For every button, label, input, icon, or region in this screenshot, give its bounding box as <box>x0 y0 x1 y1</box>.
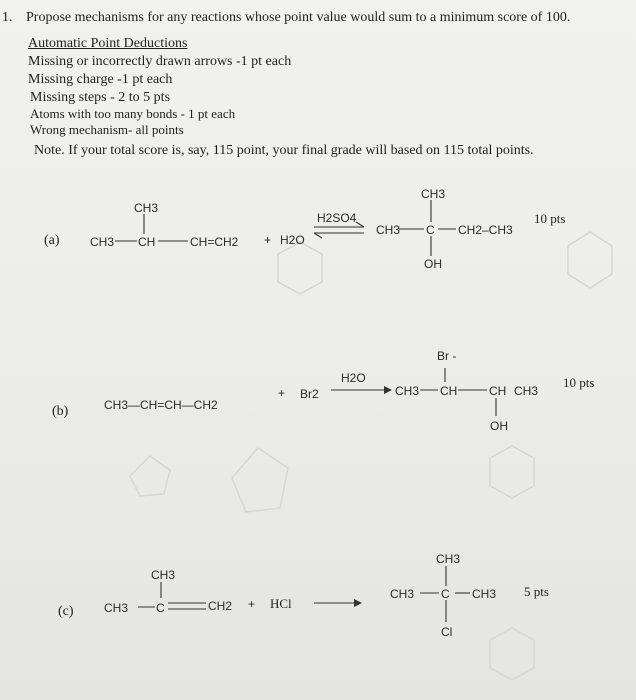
acid-catalyst: H2SO4 <box>317 211 357 225</box>
deductions-title: Automatic Point Deductions <box>28 36 188 51</box>
ethyl-chain: CH2–CH3 <box>458 223 513 237</box>
vinyl-group: CH=CH2 <box>190 235 239 249</box>
methine-carbon: CH <box>138 235 156 249</box>
points-value-c: 5 pts <box>524 584 549 599</box>
methyl-group: CH3 <box>104 601 129 615</box>
methyl-substituent: CH3 <box>134 201 159 215</box>
deduction-item: Missing charge -1 pt each <box>28 72 173 87</box>
reaction-label-a: (a) <box>44 233 60 248</box>
hcl-reagent: HCl <box>270 596 292 611</box>
hydroxyl-group: OH <box>424 257 442 271</box>
plus-sign: + <box>278 386 286 400</box>
deduction-item: Wrong mechanism- all points <box>30 122 184 137</box>
reaction-label-c: (c) <box>58 604 74 619</box>
points-value-b: 10 pts <box>563 375 595 390</box>
chlorine-substituent: Cl <box>441 625 453 639</box>
hydroxyl-group: OH <box>490 419 508 433</box>
methyl-substituent: CH3 <box>436 552 461 566</box>
terminal-methyl: CH3 <box>514 384 539 398</box>
methyl-group: CH3 <box>395 384 420 398</box>
deduction-item: Missing steps - 2 to 5 pts <box>30 90 171 105</box>
methyl-group: CH3 <box>376 223 401 237</box>
alkene-reactant: CH3—CH=CH—CH2 <box>104 398 218 412</box>
reaction-label-b: (b) <box>52 404 69 419</box>
methyl-group: CH3 <box>90 235 115 249</box>
deduction-item: Missing or incorrectly drawn arrows -1 pt each <box>28 54 292 69</box>
plus-sign: + <box>248 597 256 611</box>
methylene-group: CH2 <box>208 599 233 613</box>
deduction-item: Atoms with too many bonds - 1 pt each <box>30 106 236 121</box>
methyl-group: CH3 <box>472 587 497 601</box>
methine-carbon: CH <box>489 384 507 398</box>
alkene-carbon: C <box>156 601 165 615</box>
points-value-a: 10 pts <box>534 211 566 226</box>
quaternary-carbon: C <box>426 223 435 237</box>
question-prompt: Propose mechanisms for any reactions whose point value would sum to a minimum score of 100. <box>26 10 571 25</box>
plus-sign: + <box>264 233 272 247</box>
quaternary-carbon: C <box>441 587 450 601</box>
water-reagent: H2O <box>280 233 305 247</box>
methyl-group: CH3 <box>390 587 415 601</box>
methyl-substituent: CH3 <box>151 568 176 582</box>
bromine-substituent: Br - <box>437 349 457 363</box>
methyl-substituent: CH3 <box>421 187 446 201</box>
question-number: 1. <box>2 10 13 25</box>
methine-carbon: CH <box>440 384 458 398</box>
water-solvent: H2O <box>341 371 366 385</box>
grading-note: Note. If your total score is, say, 115 point, your final grade will based on 115 total points. <box>34 143 534 158</box>
bromine-reagent: Br2 <box>300 387 319 401</box>
